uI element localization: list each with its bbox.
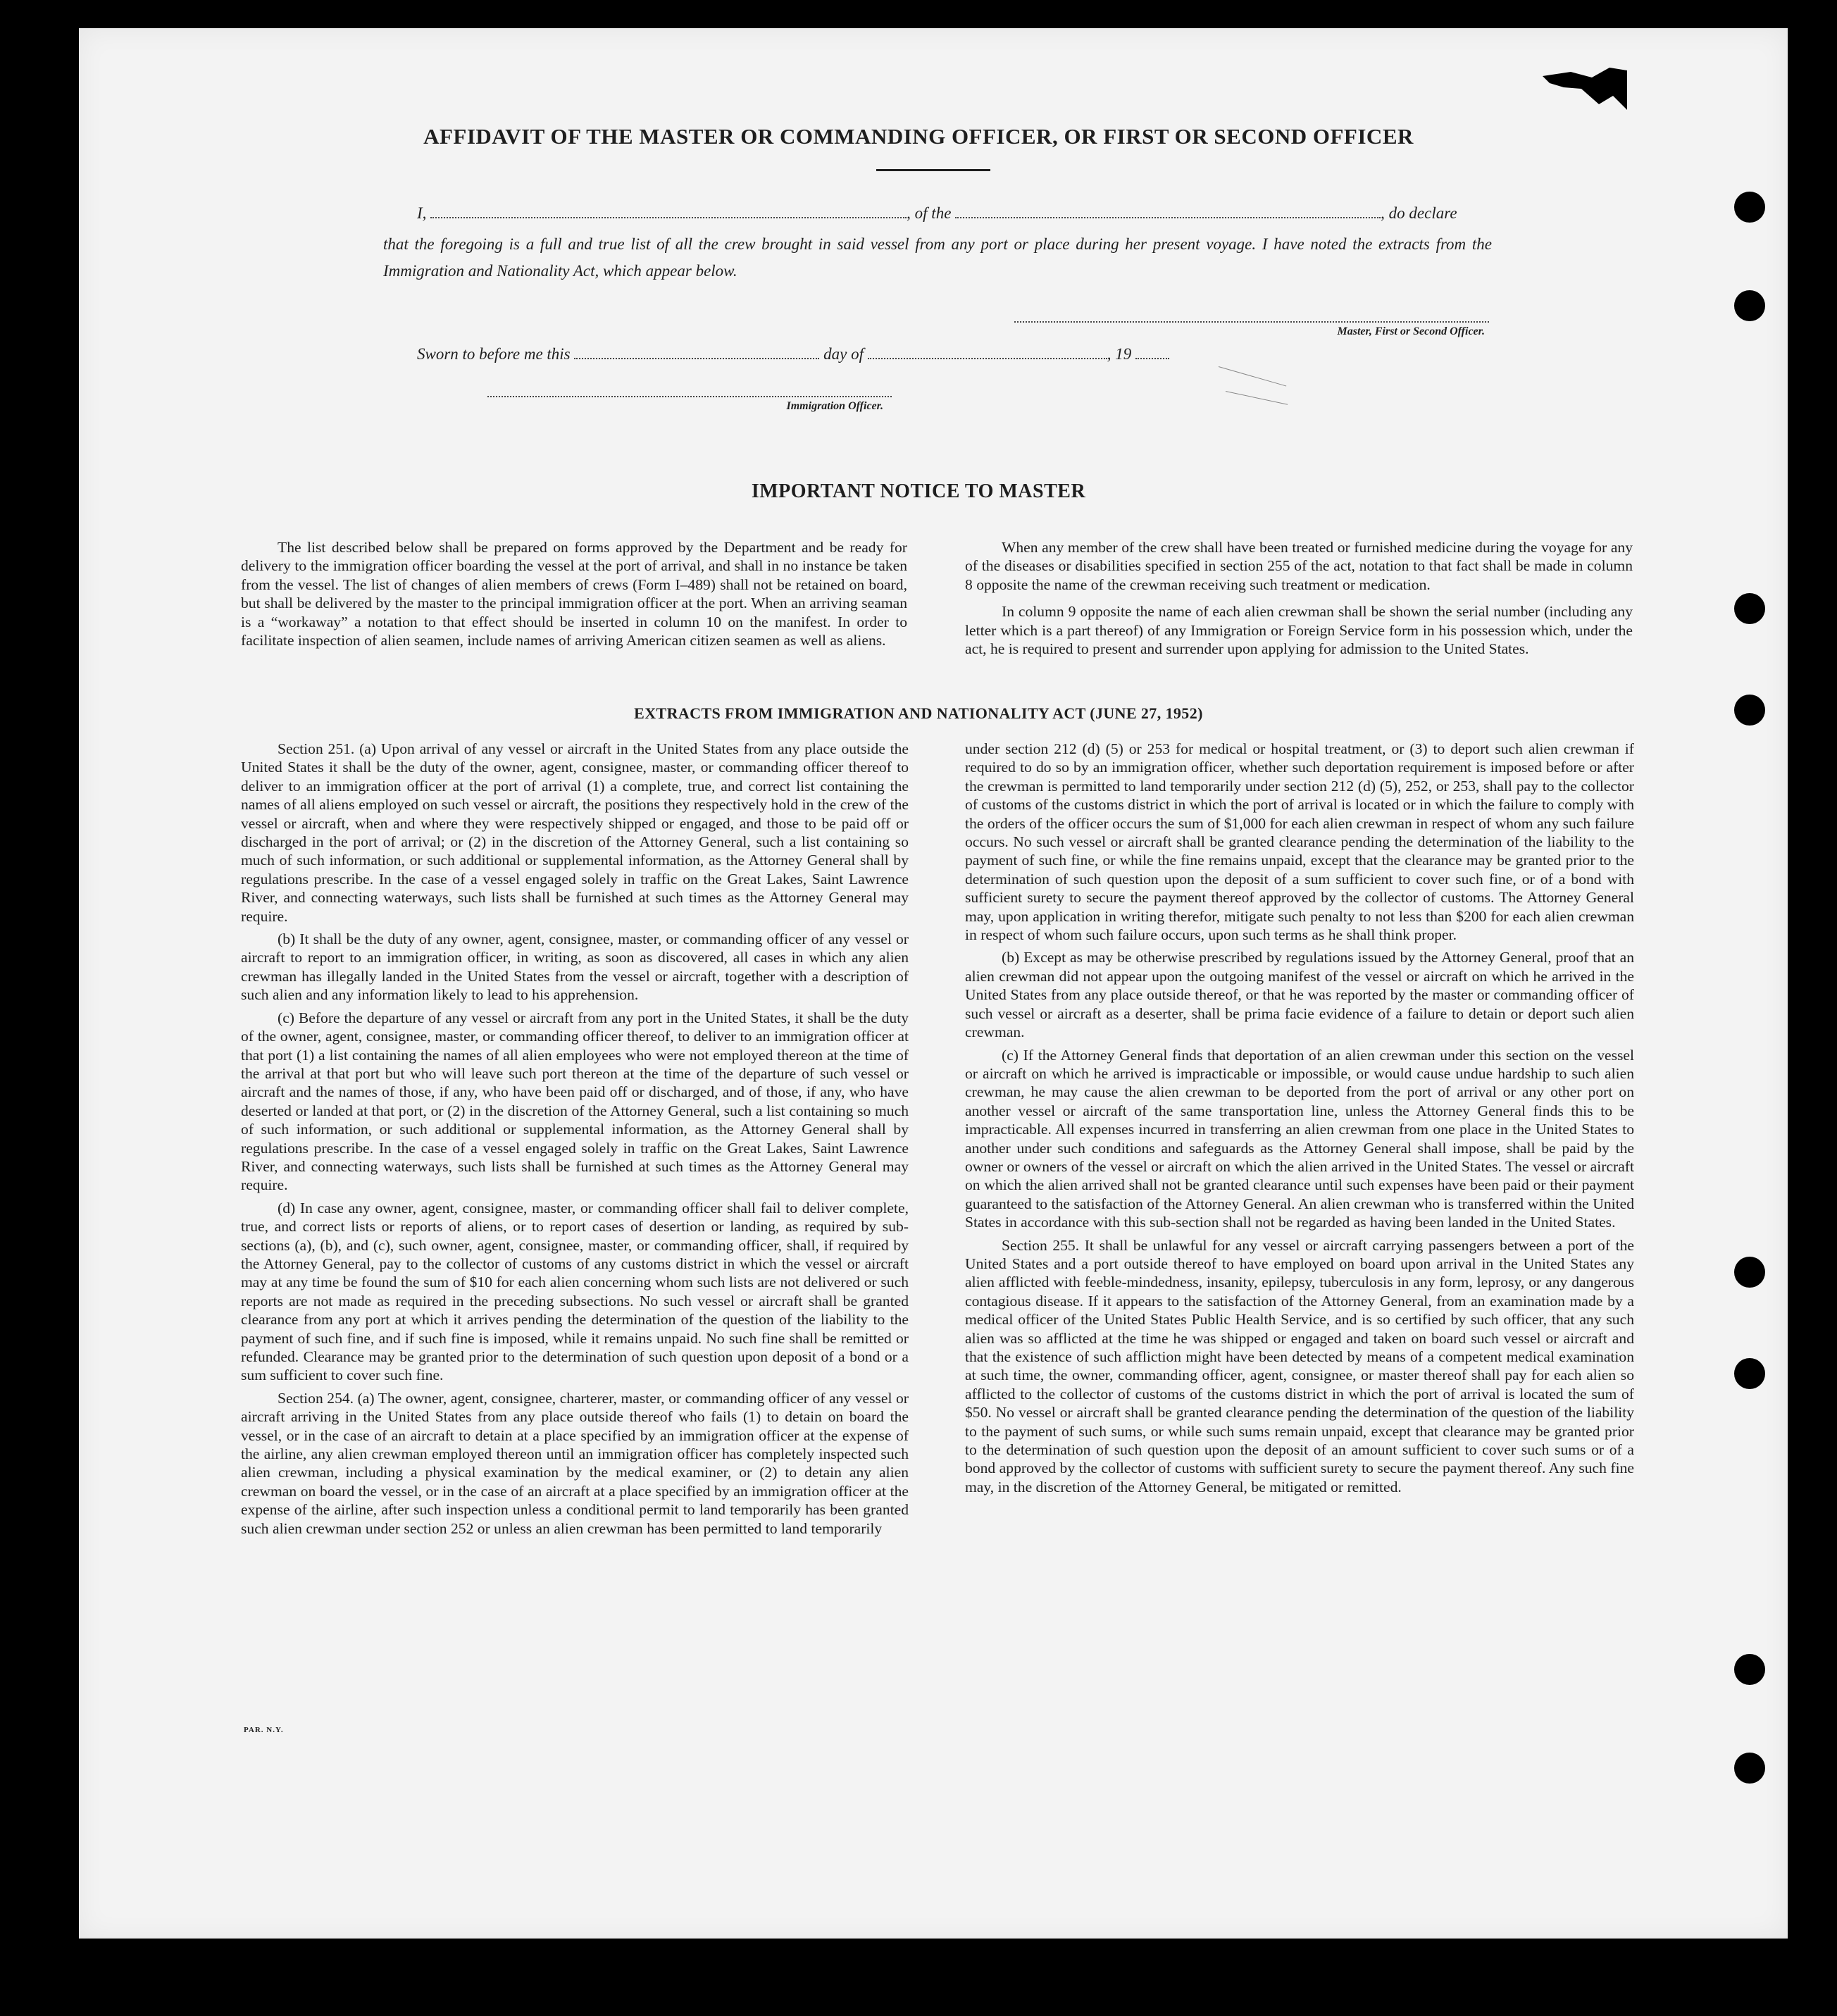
notice-paragraph: When any member of the crew shall have been treated or furnished medicine during the voyage for any of the diseases or disabilities specified in section 255 of the act, notation to that fact shall be made in column 8 opposite the name of the crewman receiving such treatment or medication. xyxy=(965,539,1633,593)
sworn-month-field[interactable] xyxy=(868,358,1107,359)
declaration-statement: that the foregoing is a full and true list of all the crew brought in said vessel from any port or place during her present voyage. I have noted the extracts from the Immigration and Nationality Act, which appear below. xyxy=(383,235,1492,280)
torn-corner-mark xyxy=(1543,68,1627,110)
section-paragraph: (b) Except as may be otherwise prescribed by regulations issued by the Attorney General, proof that an alien crewman did not appear upon the outgoing manifest of the vessel or aircraft on which he arrived in the United States from any place outside thereof, or that he was reported by the master or commanding officer of such vessel or aircraft as a deserter, shall be prima facie evidence of a failure to detain or deport such alien crewman. xyxy=(965,949,1634,1041)
notice-title: IMPORTANT NOTICE TO MASTER xyxy=(751,480,1086,502)
section-paragraph: Section 254. (a) The owner, agent, consignee, charterer, master, or commanding officer of any vessel or aircraft arriving in the United States from any place outside thereof who fails (1) to detain on board the vessel, or in the case of an aircraft to detain at a place specified by an immigration officer at the expense of the airline, any alien crewman employed thereon until an immigration officer has completely inspected such alien crewman, including a physical examination by the medical examiner, or (2) to detain any alien crewman on board the vessel, or in the case of an aircraft at a place specified by an immigration officer at the expense of the airline, after such inspection unless a conditional permit to land temporarily has been granted such alien crewman under section 252 or unless an alien crewman has been permitted to land temporarily xyxy=(241,1389,909,1537)
extracts-title: EXTRACTS FROM IMMIGRATION AND NATIONALITY ACT (JUNE 27, 1952) xyxy=(634,704,1203,722)
section-paragraph: Section 255. It shall be unlawful for any vessel or aircraft carrying passengers between a port of the United States and a port outside thereof to have employed on board upon arrival in the United States any alien afflicted with feeble-mindedness, insanity, epilepsy, tuberculosis in any form, leprosy, or any dangerous contagious disease. If it appears to the satisfaction of the Attorney General, from an examination made by a medical officer of the United States Public Health Service, and is so certified by such officer, that any such alien was so afflicted at the time he was shipped or engaged and taken on board such vessel or aircraft and that the existence of such affliction might have been detected by means of a competent medical examination at such time, the owner, commanding officer, agent, consignee, or master thereof shall pay for each alien so afflicted to the collector of customs of the customs district in which the port of arrival is located the sum of $50. No vessel or aircraft shall be granted clearance pending the determination of the question of the liability to the payment of such sums, or while such sums remain unpaid, except that clearance may be granted prior to the determination of such question upon the deposit of an amount sufficient to cover such sums or of a bond approved by the collector of customs with sufficient surety to secure the payment thereof. Any such fine may, in the discretion of the Attorney General, be mitigated or remitted. xyxy=(965,1236,1634,1495)
sworn-day-field[interactable] xyxy=(574,358,819,359)
notice-paragraph: In column 9 opposite the name of each alien crewman shall be shown the serial number (including any letter which is a part thereof) of any Immigration or Foreign Service form in his possession which, under the act, he is required to present and surrender upon applying for admission to the United States. xyxy=(965,603,1633,658)
notice-left-column xyxy=(241,538,907,654)
sworn-year-label: , 19 xyxy=(1107,345,1132,363)
declaration-of-the-label: , of the xyxy=(907,204,952,222)
officer-signature-label: Immigration Officer. xyxy=(786,400,883,412)
printer-mark: PAR. N.Y. xyxy=(244,1726,284,1734)
notice-paragraph: The list described below shall be prepared on forms approved by the Department and be ready for delivery to the immigration officer boarding the vessel at the port of arrival, and shall in no instance be taken from the vessel. The list of changes of alien members of crews (Form I–489) shall not be retained on board, but shall be delivered by the master to the principal immigration officer at the port. When an arriving seaman is a “workaway” a notation to that effect should be inserted in column 10 on the manifest. In order to facilitate inspection of alien seamen, include names of arriving American citizen seamen as well as aliens. xyxy=(241,539,907,649)
binder-hole xyxy=(1734,593,1765,624)
master-signature-label: Master, First or Second Officer. xyxy=(1337,325,1485,337)
notice-right-column xyxy=(965,538,1633,662)
declaration-line xyxy=(417,204,1490,223)
section-paragraph: under section 212 (d) (5) or 253 for medical or hospital treatment, or (3) to deport such alien crewman if required to do so by an immigration officer, whether such deportation requirement is imposed before or after the crewman is permitted to land temporarily under section 212 (d) (5), 252, or 253, shall pay to the collector of customs of the customs district in which the port of arrival is located or in which the failure to comply with the orders of the officer occurs the sum of $1,000 for each alien crewman in respect of whom any such failure occurs. No such vessel or aircraft shall be granted clearance pending the determination of the liability to the payment of such fine, or while the fine remains unpaid, except that the clearance may be granted prior to the determination of such question upon the deposit of a sum sufficient to cover such fine, or of a bond with sufficient surety to secure the payment thereof approved by the collector of customs. The Attorney General may, upon application in writing therefor, mitigate such penalty to not less than $200 for each alien crewman in respect of whom such failure occurs, upon such terms as he shall think proper. xyxy=(965,740,1634,944)
declarant-name-field[interactable] xyxy=(430,217,907,218)
binder-hole xyxy=(1734,192,1765,223)
vessel-name-field[interactable] xyxy=(955,217,1381,218)
sworn-day-of-label: day of xyxy=(823,345,864,363)
section-paragraph: (d) In case any owner, agent, consignee, master, or commanding officer shall fail to deliver complete, true, and correct lists or reports of aliens, or to report cases of desertion or landing, as required by sub-sections (a), (b), and (c), such owner, agent, consignee, master, or commanding officer, shall, if required by the Attorney General, pay to the collector of customs of any customs district in which the vessel or aircraft may at any time be found the sum of $10 for each alien concerning whom such lists are not delivered or such reports are not made as required in the preceding subsections. No such vessel or aircraft shall be granted clearance from any port at which it arrives pending the determination of the question of the liability to the payment of such fine, and if such fine is imposed, while it remains unpaid. No such fine shall be remitted or refunded. Clearance may be granted prior to the determination of such question upon deposit of a bond or a sum sufficient to cover such fine. xyxy=(241,1199,909,1384)
binder-hole xyxy=(1734,1654,1765,1685)
section-paragraph: (c) Before the departure of any vessel or aircraft from any port in the United States, it shall be the duty of the owner, agent, consignee, master, or commanding officer thereof, to deliver to an immigration officer at that port (1) a list containing the names of all alien employees who were not employed thereon at the time of the arrival at that port but who will leave such port thereon at the time of the departure of such vessel or aircraft and the names of those, if any, who have been paid off or discharged, and of those, if any, who have deserted or landed at that port, or (2) in the discretion of the Attorney General, such a list containing so much of such information, or such additional or supplemental information, as the Attorney General shall by regulations prescribe. In the case of a vessel engaged solely in traffic on the Great Lakes, Saint Lawrence River, and connecting waterways, such lists shall be furnished at such times as the Attorney General may require. xyxy=(241,1009,909,1194)
extracts-right-column xyxy=(965,740,1634,1500)
binder-hole xyxy=(1734,290,1765,321)
binder-hole xyxy=(1734,1257,1765,1288)
section-paragraph: (c) If the Attorney General finds that deportation of an alien crewman under this section on the vessel or aircraft on which he arrived is impracticable or impossible, or would cause undue hardship to such alien crewman, he may cause the alien crewman to be deported from the port of arrival or any other port on another vessel or aircraft of the same transportation line, unless the Attorney General finds this to be impracticable. All expenses incurred in transferring an alien crewman from one place in the United States to another under such conditions and safeguards as the Attorney General shall impose, shall be paid by the owner or owners of the vessel or aircraft on which the alien arrived in the United States. The vessel or aircraft on which the alien arrived shall not be granted clearance until such expenses have been paid or their payment guaranteed to the satisfaction of the Attorney General. An alien crewman who is transferred within the United States in accordance with this sub-section shall not be regarded as having been landed in the United States. xyxy=(965,1046,1634,1231)
officer-signature-line[interactable] xyxy=(487,396,892,397)
section-paragraph: Section 251. (a) Upon arrival of any vessel or aircraft in the United States from any place outside the United States it shall be the duty of the owner, agent, consignee, master, or commanding officer thereof to deliver to an immigration officer at the port of arrival (1) a complete, true, and correct list containing the names of all aliens employed on such vessel or aircraft, the positions they respectively hold in the crew of the vessel or aircraft, when and where they were respectively shipped or engaged, and those to be paid off or discharged in the port of arrival; or (2) in the discretion of the Attorney General, such a list containing so much of such information, or such additional or supplemental information, as the Attorney General shall by regulations prescribe. In the case of a vessel engaged solely in traffic on the Great Lakes, Saint Lawrence River, and connecting waterways, such lists shall be furnished at such times as the Attorney General may require. xyxy=(241,740,909,925)
sworn-year-field[interactable] xyxy=(1135,358,1169,359)
sworn-prefix-label: Sworn to before me this xyxy=(417,345,571,363)
declaration-i-label: I, xyxy=(417,204,427,222)
title-divider xyxy=(876,169,990,171)
sworn-line xyxy=(417,345,1169,363)
binder-hole xyxy=(1734,1753,1765,1784)
section-paragraph: (b) It shall be the duty of any owner, agent, consignee, master, or commanding officer of any vessel or aircraft to report to an immigration officer, in writing, as soon as discovered, all cases in which any alien crewman has illegally landed in the United States from the vessel or aircraft, together with a description of such alien and any information likely to lead to his apprehension. xyxy=(241,931,909,1004)
affidavit-title: AFFIDAVIT OF THE MASTER OR COMMANDING OFFICER, OR FIRST OR SECOND OFFICER xyxy=(423,124,1414,149)
master-signature-line[interactable] xyxy=(1014,321,1489,323)
declaration-declare-label: , do declare xyxy=(1381,204,1457,222)
extracts-left-column xyxy=(241,740,909,1542)
binder-hole xyxy=(1734,1358,1765,1389)
